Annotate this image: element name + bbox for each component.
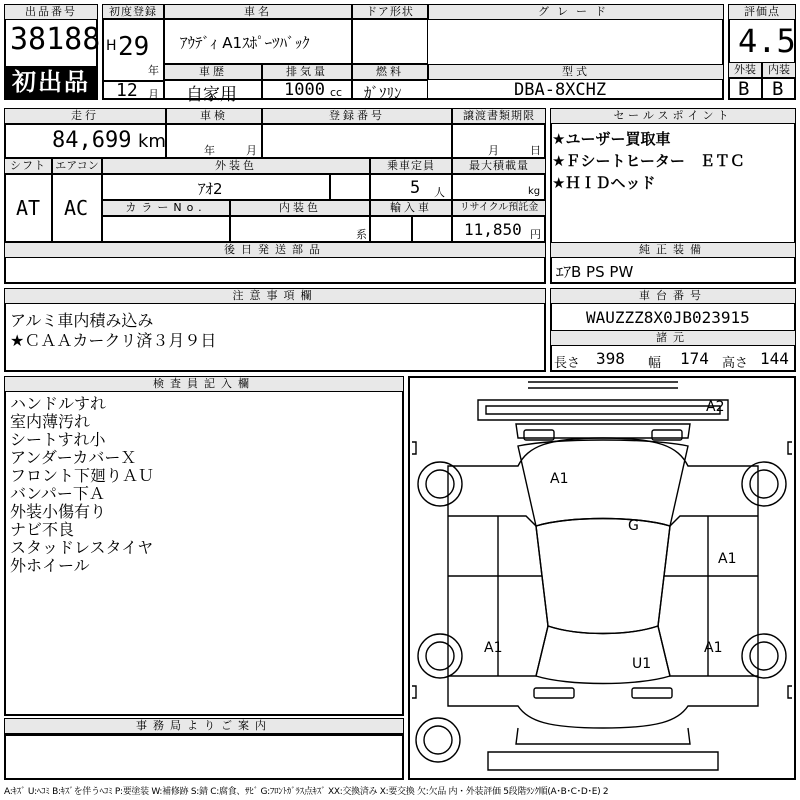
- later-parts-label: 後日発送部品: [4, 242, 546, 258]
- transfer-label: 譲渡書類期限: [452, 108, 546, 124]
- era: H: [106, 38, 117, 54]
- inspector-item: 室内薄汚れ: [10, 412, 91, 431]
- grade-label: グレード: [428, 4, 724, 20]
- reg-year: 29: [118, 32, 150, 62]
- displacement-label: 排気量: [262, 64, 352, 80]
- model: DBA-8XCHZ: [514, 80, 607, 100]
- transfer-day-unit: 日: [530, 144, 541, 157]
- inspector-item: ナビ不良: [10, 520, 75, 539]
- exterior-label: 外装: [728, 62, 762, 78]
- lot-number: 38188: [10, 22, 101, 57]
- damage-mark: U1: [632, 656, 652, 672]
- mileage-unit: km: [138, 131, 166, 152]
- interior-color-label: 内装色: [230, 200, 370, 216]
- score: 4.5: [738, 22, 796, 60]
- damage-mark: A1: [550, 471, 569, 487]
- aircon: AC: [64, 196, 89, 220]
- damage-mark: G: [628, 518, 639, 534]
- shift-label: シフト: [4, 158, 52, 174]
- inspection-year-unit: 年: [204, 144, 215, 157]
- legend: A:ｷｽﾞ U:ﾍｺﾐ B:ｷｽﾞを伴うﾍｺﾐ P:要塗装 W:補修跡 S:錆 C:腐食、ｻﾋﾞ G:ﾌﾛﾝﾄｶﾞﾗｽ点ｷｽﾞ XX:交換済み X:要交換 欠:欠品 内・外装評価 5段階ﾗﾝｸ順(A･B･C･D･E) 2: [4, 787, 609, 797]
- office-box: [4, 734, 404, 780]
- damage-mark: A1: [704, 640, 723, 656]
- capacity: 5: [410, 178, 421, 198]
- height-label: 高さ: [722, 356, 749, 371]
- equipment: ｴｱB PS PW: [556, 263, 634, 281]
- max-load-label: 最大積載量: [452, 158, 546, 174]
- inspector-item: フロント下廻りＡＵ: [10, 466, 155, 485]
- color: ｱｵ2: [198, 180, 223, 198]
- sales-point-item: ★Ｆシートヒーター ＥＴＣ: [552, 152, 745, 170]
- model-label: 型式: [428, 64, 724, 80]
- first-reg-label: 初度登録: [102, 4, 164, 20]
- import-cell-a: [370, 216, 412, 242]
- history-label: 車歴: [164, 64, 262, 80]
- sales-point-item: ★ＨＩＤヘッド: [552, 174, 656, 192]
- color-label: 外装色: [102, 158, 370, 174]
- lot-label: 出品番号: [4, 4, 98, 20]
- door-cell: [352, 18, 428, 64]
- score-label: 評価点: [728, 4, 796, 20]
- car-name-label: 車名: [164, 4, 352, 20]
- fuel-label: 燃料: [352, 64, 428, 80]
- interior-color-cell: [230, 216, 370, 242]
- registration-label: 登録番号: [262, 108, 452, 124]
- recycle-label: リサイクル預託金: [452, 200, 546, 216]
- interior-grade: B: [772, 78, 784, 100]
- year-unit: 年: [148, 64, 159, 77]
- width-label: 幅: [648, 356, 662, 371]
- fuel: ｶﾞｿﾘﾝ: [364, 84, 402, 102]
- inspection-month-unit: 月: [246, 144, 257, 157]
- length: 398: [596, 349, 625, 368]
- displacement: 1000: [284, 80, 325, 100]
- reg-month: 12: [116, 80, 138, 101]
- registration-cell: [262, 124, 452, 158]
- import-cell-b: [412, 216, 452, 242]
- capacity-label: 乗車定員: [370, 158, 452, 174]
- door-label: ドア形状: [352, 4, 428, 20]
- first-listing-badge: 初出品: [6, 66, 96, 98]
- month-unit: 月: [148, 88, 159, 101]
- exterior-grade: B: [738, 78, 750, 100]
- max-load-unit: kg: [528, 186, 541, 197]
- car-diagram: [408, 376, 796, 780]
- history: 自家用: [186, 85, 237, 105]
- transfer-month-unit: 月: [488, 144, 499, 157]
- inspector-item: シートすれ小: [10, 430, 106, 449]
- note-item: ★ＣＡＡカークリ済３月９日: [10, 331, 217, 350]
- recycle-unit: 円: [530, 228, 541, 241]
- width: 174: [680, 349, 709, 368]
- color-aux-cell: [330, 174, 370, 200]
- color-no-label: カラーNo.: [102, 200, 230, 216]
- mileage: 84,699: [52, 128, 132, 153]
- damage-mark: A1: [718, 551, 737, 567]
- interior-color-unit: 系: [356, 228, 367, 241]
- office-label: 事務局よりご案内: [4, 718, 404, 734]
- sales-point-item: ★ユーザー買取車: [552, 130, 671, 148]
- inspector-item: ハンドルすれ: [10, 394, 107, 413]
- shift: AT: [16, 196, 41, 220]
- chassis-number: WAUZZZ8X0JB023915: [586, 308, 750, 327]
- inspection-label: 車検: [166, 108, 262, 124]
- displacement-unit: cc: [330, 86, 343, 99]
- chassis-label: 車台番号: [550, 288, 796, 304]
- inspector-item: スタッドレスタイヤ: [10, 538, 154, 557]
- equipment-label: 純正装備: [550, 242, 796, 258]
- inspector-list: [10, 395, 154, 575]
- notes-label: 注意事項欄: [4, 288, 546, 304]
- inspector-item: 外装小傷有り: [10, 502, 107, 521]
- damage-mark: A2: [706, 399, 725, 415]
- mileage-label: 走行: [4, 108, 166, 124]
- length-label: 長さ: [554, 356, 581, 371]
- interior-label: 内装: [762, 62, 796, 78]
- sales-points-label: セールスポイント: [550, 108, 796, 124]
- import-label: 輸入車: [370, 200, 452, 216]
- inspector-item: バンパー下Ａ: [10, 484, 105, 503]
- capacity-unit: 人: [434, 186, 445, 199]
- inspector-label: 検査員記入欄: [4, 376, 404, 392]
- damage-mark: A1: [484, 640, 503, 656]
- car-name: ｱｳﾃﾞｨ A1ｽﾎﾟｰﾂﾊﾞｯｸ: [180, 34, 310, 52]
- note-item: アルミ車内積み込み: [10, 311, 154, 330]
- height: 144: [760, 349, 789, 368]
- color-no-cell: [102, 216, 230, 242]
- aircon-label: エアコン: [52, 158, 102, 174]
- inspector-item: 外ホイール: [10, 556, 90, 575]
- specs-label: 諸元: [550, 330, 796, 346]
- inspector-item: アンダーカバーＸ: [10, 448, 137, 467]
- recycle: 11,850: [464, 220, 522, 239]
